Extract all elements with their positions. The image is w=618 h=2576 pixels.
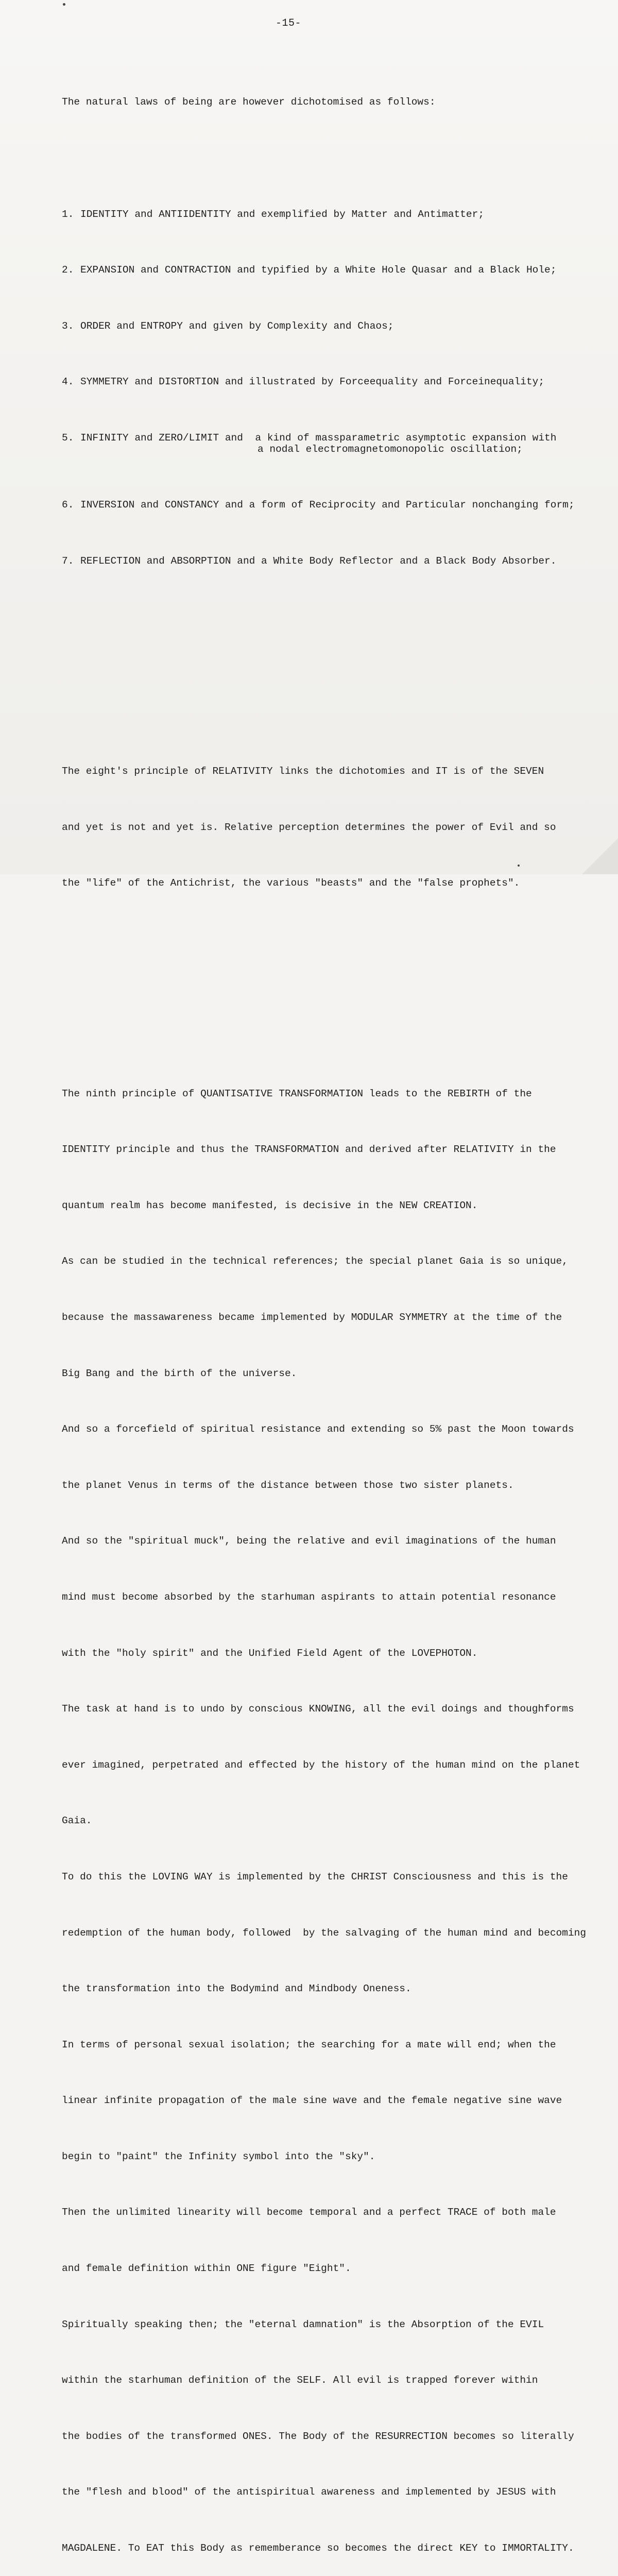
- text-line: IDENTITY principle and thus the TRANSFORMATION and derived after RELATIVITY in the: [62, 1144, 556, 1156]
- text-line: The ninth principle of QUANTISATIVE TRANSFORMATION leads to the REBIRTH of the: [62, 1088, 532, 1099]
- list-item: 7. REFLECTION and ABSORPTION and a White Body Reflector and a Black Body Absorber.: [62, 555, 557, 567]
- text-line: the bodies of the transformed ONES. The Body of the RESURRECTION becomes so literally: [62, 2430, 574, 2442]
- relativity-paragraph: [62, 725, 603, 930]
- list-item: 6. INVERSION and CONSTANCY and a form of Reciprocity and Particular nonchanging form;: [62, 499, 575, 511]
- text-line: the "life" of the Antichrist, the various "beasts" and the "false prophets".: [62, 877, 520, 889]
- list-item: 1. IDENTITY and ANTIIDENTITY and exemplified by Matter and Antimatter;: [62, 208, 485, 220]
- main-paragraphs: [62, 1047, 603, 2576]
- text-line: And so the "spiritual muck", being the relative and evil imaginations of the human: [62, 1535, 556, 1547]
- text-line: the planet Venus in terms of the distance between those two sister planets.: [62, 1479, 514, 1491]
- law-list: [62, 167, 603, 607]
- text-line: Big Bang and the birth of the universe.: [62, 1367, 297, 1379]
- text-line: because the massawareness became implemented by MODULAR SYMMETRY at the time of the: [62, 1311, 562, 1323]
- text-line: linear infinite propagation of the male sine wave and the female negative sine wave: [62, 2095, 562, 2107]
- text-line: As can be studied in the technical references; the special planet Gaia is so unique,: [62, 1256, 568, 1267]
- text-line: the "flesh and blood" of the antispiritual awareness and implemented by JESUS with: [62, 2486, 556, 2498]
- text-line: begin to "paint" the Infinity symbol into the "sky".: [62, 2150, 375, 2162]
- text-line: The eight's principle of RELATIVITY links the dichotomies and IT is of the SEVEN: [62, 766, 544, 777]
- body-text: [62, 56, 603, 2576]
- text-line: And so a forcefield of spiritual resistance and extending so 5% past the Moon towards: [62, 1423, 574, 1435]
- text-line: with the "holy spirit" and the Unified Field Agent of the LOVEPHOTON.: [62, 1647, 478, 1659]
- speck-mark: [63, 3, 65, 6]
- list-item: 3. ORDER and ENTROPY and given by Complexity and Chaos;: [62, 320, 394, 332]
- text-line: Gaia.: [62, 1815, 92, 1827]
- text-line: and yet is not and yet is. Relative perception determines the power of Evil and so: [62, 821, 556, 833]
- text-line: and female definition within ONE figure "Eight".: [62, 2263, 351, 2275]
- list-item-continuation: a nodal electromagnetomonopolic oscillation;: [258, 444, 523, 455]
- text-line: quantum realm has become manifested, is decisive in the NEW CREATION.: [62, 1199, 478, 1211]
- list-item: 2. EXPANSION and CONTRACTION and typified by a White Hole Quasar and a Black Hole;: [62, 264, 557, 276]
- text-line: within the starhuman definition of the SELF. All evil is trapped forever within: [62, 2375, 538, 2386]
- text-line: MAGDALENE. To EAT this Body as rememberance so becomes the direct KEY to IMMORTALITY.: [62, 2543, 574, 2554]
- text-line: redemption of the human body, followed by the salvaging of the human mind and becoming: [62, 1927, 587, 1939]
- text-line: In terms of personal sexual isolation; the searching for a mate will end; when the: [62, 2039, 556, 2050]
- page-number: -15-: [275, 18, 301, 29]
- text-line: ever imagined, perpetrated and effected by the history of the human mind on the planet: [62, 1759, 580, 1771]
- text-line: the transformation into the Bodymind and Mindbody Oneness.: [62, 1983, 411, 1995]
- text-line: Then the unlimited linearity will become temporal and a perfect TRACE of both male: [62, 2207, 556, 2218]
- text-line: Spiritually speaking then; the "eternal damnation" is the Absorption of the EVIL: [62, 2318, 544, 2330]
- list-item: 5. INFINITY and ZERO/LIMIT and a kind of massparametric asymptotic expansion with a nodal electromagnetomonopolic oscillation;: [62, 429, 603, 459]
- list-item: 4. SYMMETRY and DISTORTION and illustrated by Forceequality and Forceinequality;: [62, 376, 545, 388]
- text-line: The task at hand is to undo by conscious KNOWING, all the evil doings and thoughforms: [62, 1703, 574, 1715]
- intro-line: The natural laws of being are however dichotomised as follows:: [62, 96, 436, 108]
- text-line: mind must become absorbed by the starhuman aspirants to attain potential resonance: [62, 1591, 556, 1603]
- text-line: To do this the LOVING WAY is implemented by the CHRIST Consciousness and this is the: [62, 1871, 568, 1883]
